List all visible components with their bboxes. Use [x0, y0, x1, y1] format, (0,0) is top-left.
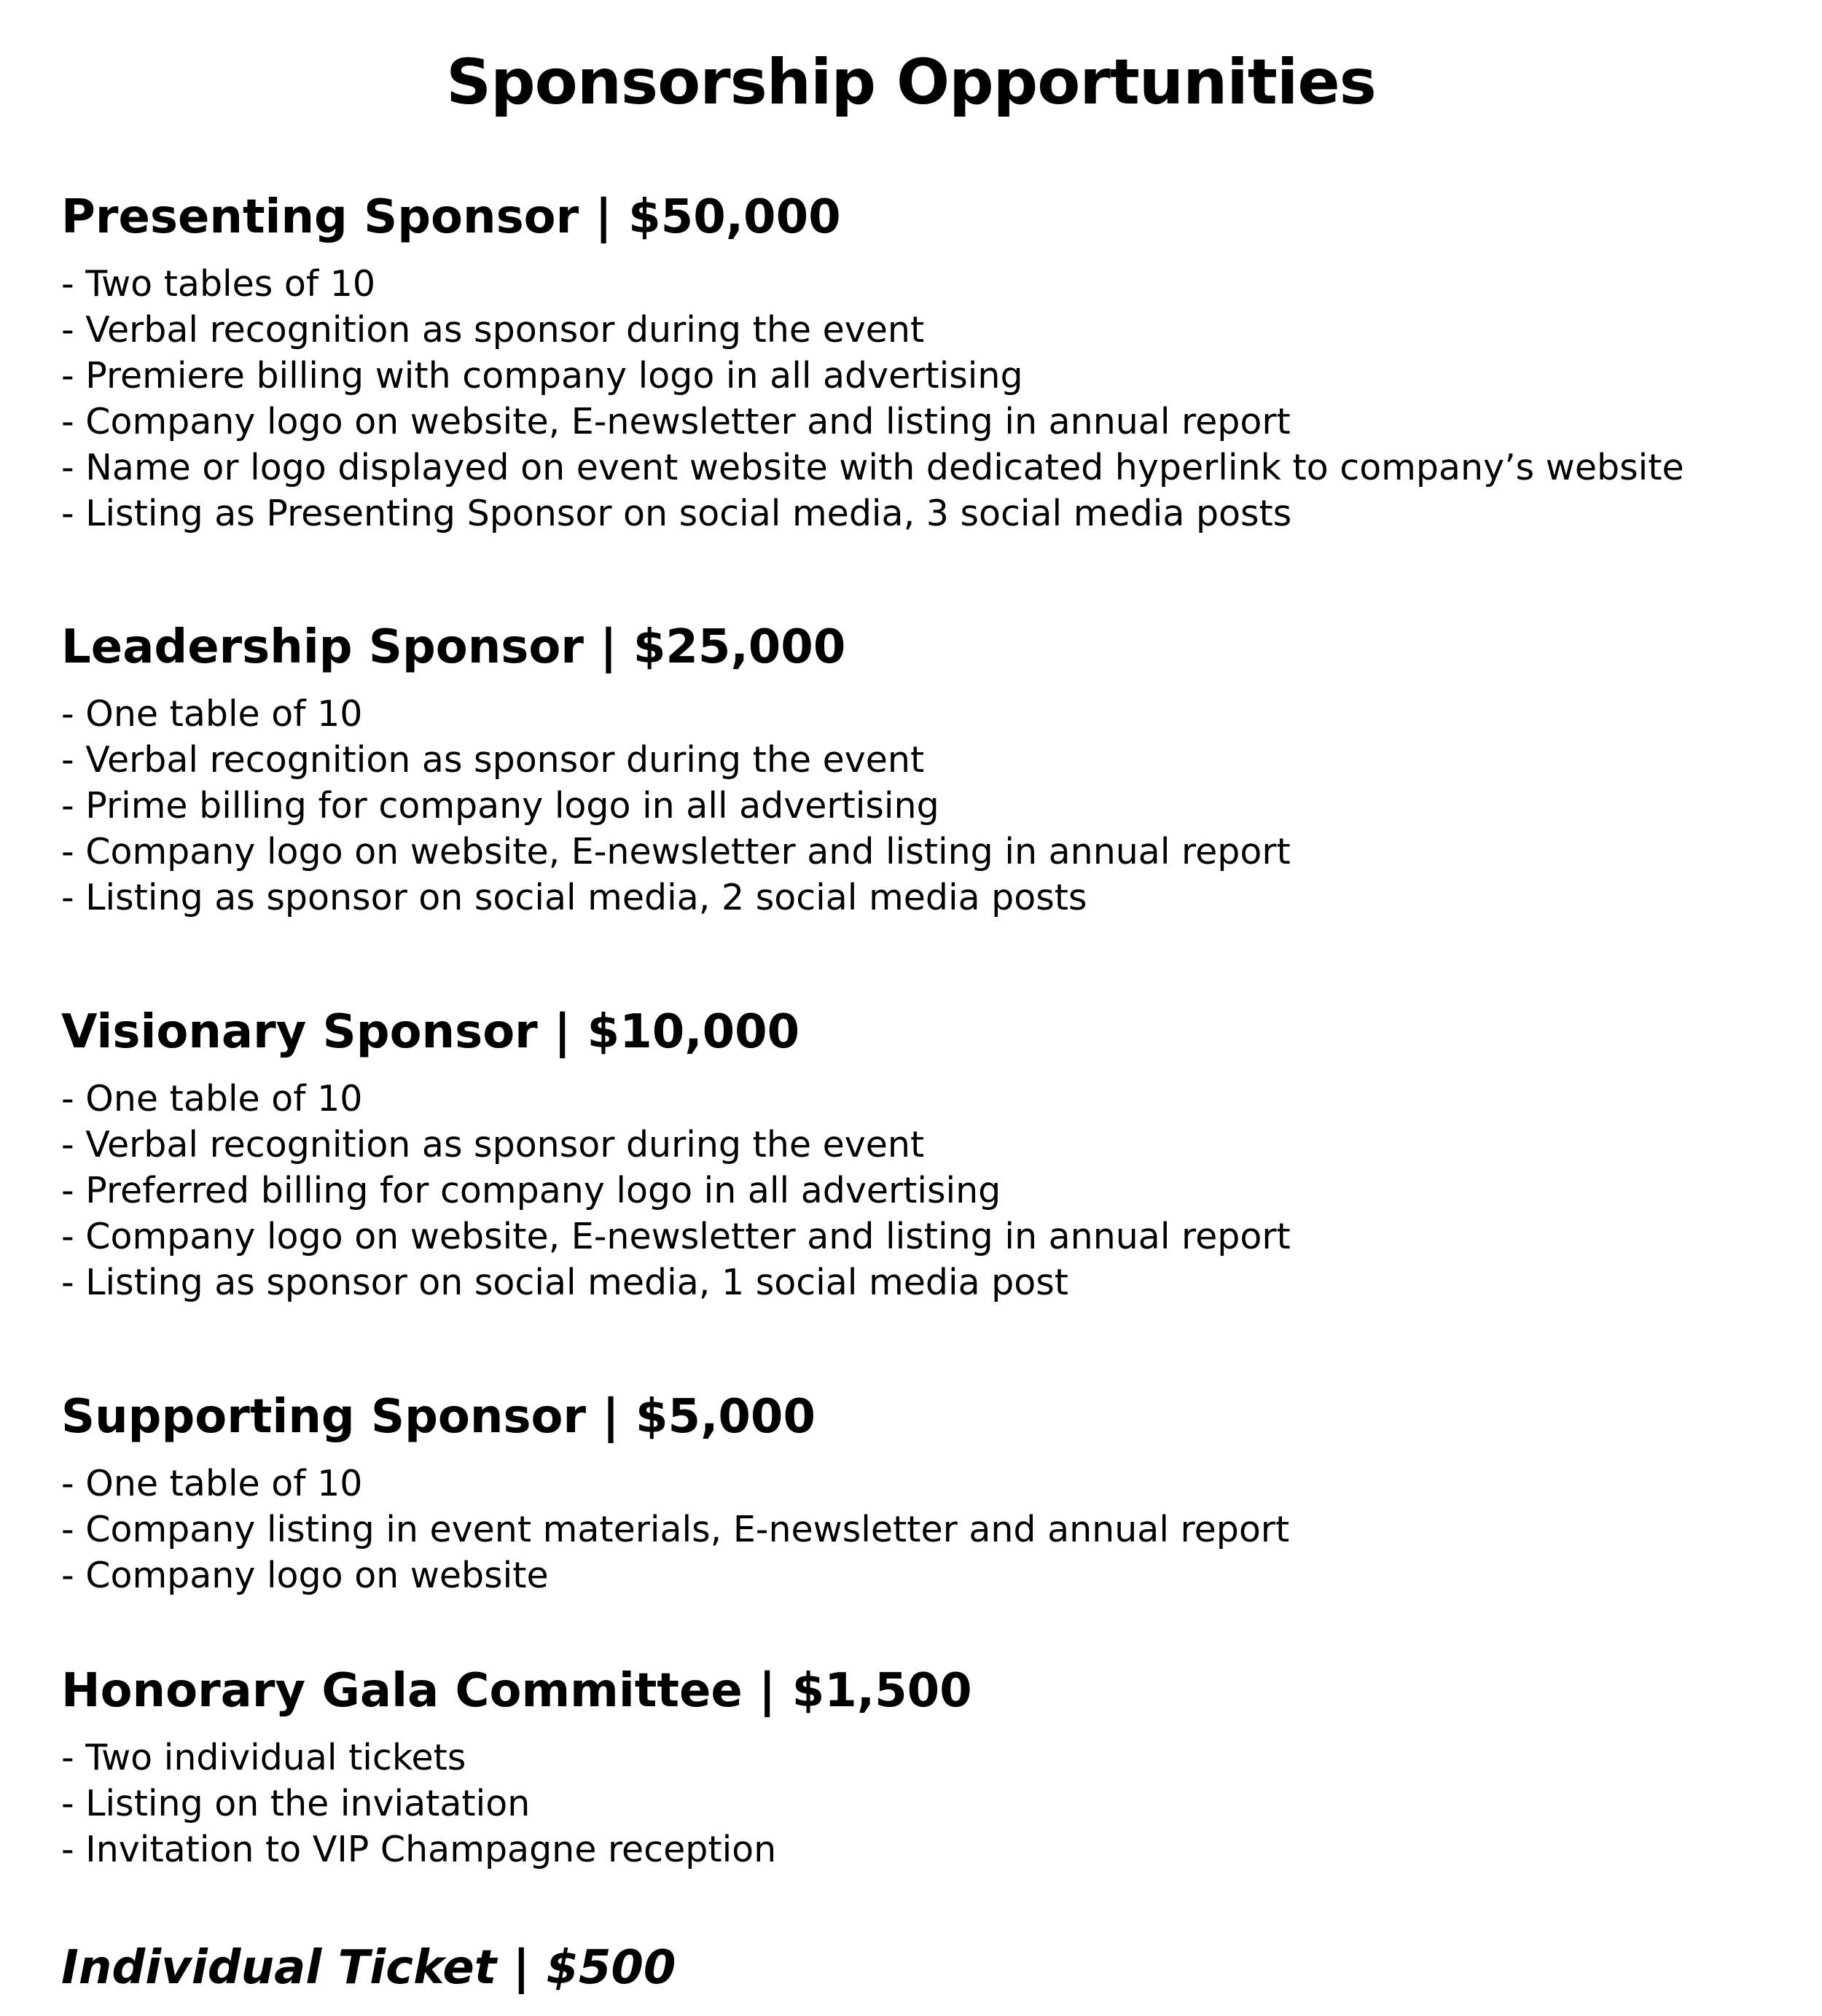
benefit-item: - Listing as Presenting Sponsor on social media, 3 social media posts: [61, 493, 1292, 534]
tier-heading: Visionary Sponsor | $10,000: [61, 1005, 800, 1059]
page-title: Sponsorship Opportunities: [446, 46, 1376, 119]
tier-leadership-sponsor: [61, 618, 1803, 921]
benefit-item: - Company logo on website, E-newsletter and listing in annual report: [61, 831, 1291, 872]
benefit-item: - Premiere billing with company logo in all advertising: [61, 355, 1023, 396]
benefit-list: [61, 261, 1803, 536]
tier-honorary-gala-committee: [61, 1662, 1803, 1872]
benefit-item: - Listing as sponsor on social media, 2 social media posts: [61, 877, 1087, 918]
tier-supporting-sponsor: [61, 1388, 1803, 1598]
benefit-item: - Two individual tickets: [61, 1737, 466, 1778]
benefit-item: - Two tables of 10: [61, 263, 376, 305]
tier-presenting-sponsor: [61, 188, 1803, 536]
benefit-item: - Preferred billing for company logo in all advertising: [61, 1170, 1001, 1211]
benefit-item: - Verbal recognition as sponsor during the event: [61, 1124, 925, 1165]
benefit-item: - One table of 10: [61, 1463, 363, 1504]
benefit-item: - One table of 10: [61, 693, 363, 735]
benefit-item: - One table of 10: [61, 1078, 363, 1120]
benefit-item: - Company logo on website, E-newsletter and listing in annual report: [61, 1216, 1291, 1257]
tier-heading: Leadership Sponsor | $25,000: [61, 620, 846, 674]
benefit-item: - Company logo on website: [61, 1555, 549, 1596]
benefit-list: [61, 691, 1803, 921]
tier-heading: Presenting Sponsor | $50,000: [61, 190, 841, 244]
benefit-list: [61, 1076, 1803, 1305]
benefit-item: - Company logo on website, E-newsletter and listing in annual report: [61, 401, 1291, 442]
benefit-item: - Name or logo displayed on event website with dedicated hyperlink to company’s website: [61, 447, 1684, 488]
tier-heading: Individual Ticket | $500: [61, 1941, 676, 1995]
benefit-list: [61, 1461, 1803, 1598]
benefit-item: - Company listing in event materials, E-newsletter and annual report: [61, 1509, 1290, 1550]
benefit-item: - Prime billing for company logo in all advertising: [61, 785, 939, 827]
benefit-item: - Listing on the inviatation: [61, 1783, 531, 1824]
benefit-item: - Invitation to VIP Champagne reception: [61, 1829, 777, 1870]
tier-visionary-sponsor: [61, 1003, 1803, 1305]
benefit-item: - Verbal recognition as sponsor during the event: [61, 309, 925, 351]
tier-individual-ticket: [61, 1939, 1803, 1997]
benefit-list: [61, 1735, 1803, 1872]
tier-heading: Supporting Sponsor | $5,000: [61, 1390, 816, 1444]
benefit-item: - Verbal recognition as sponsor during the event: [61, 739, 925, 781]
tier-heading: Honorary Gala Committee | $1,500: [61, 1664, 972, 1718]
benefit-item: - Listing as sponsor on social media, 1 social media post: [61, 1262, 1069, 1303]
